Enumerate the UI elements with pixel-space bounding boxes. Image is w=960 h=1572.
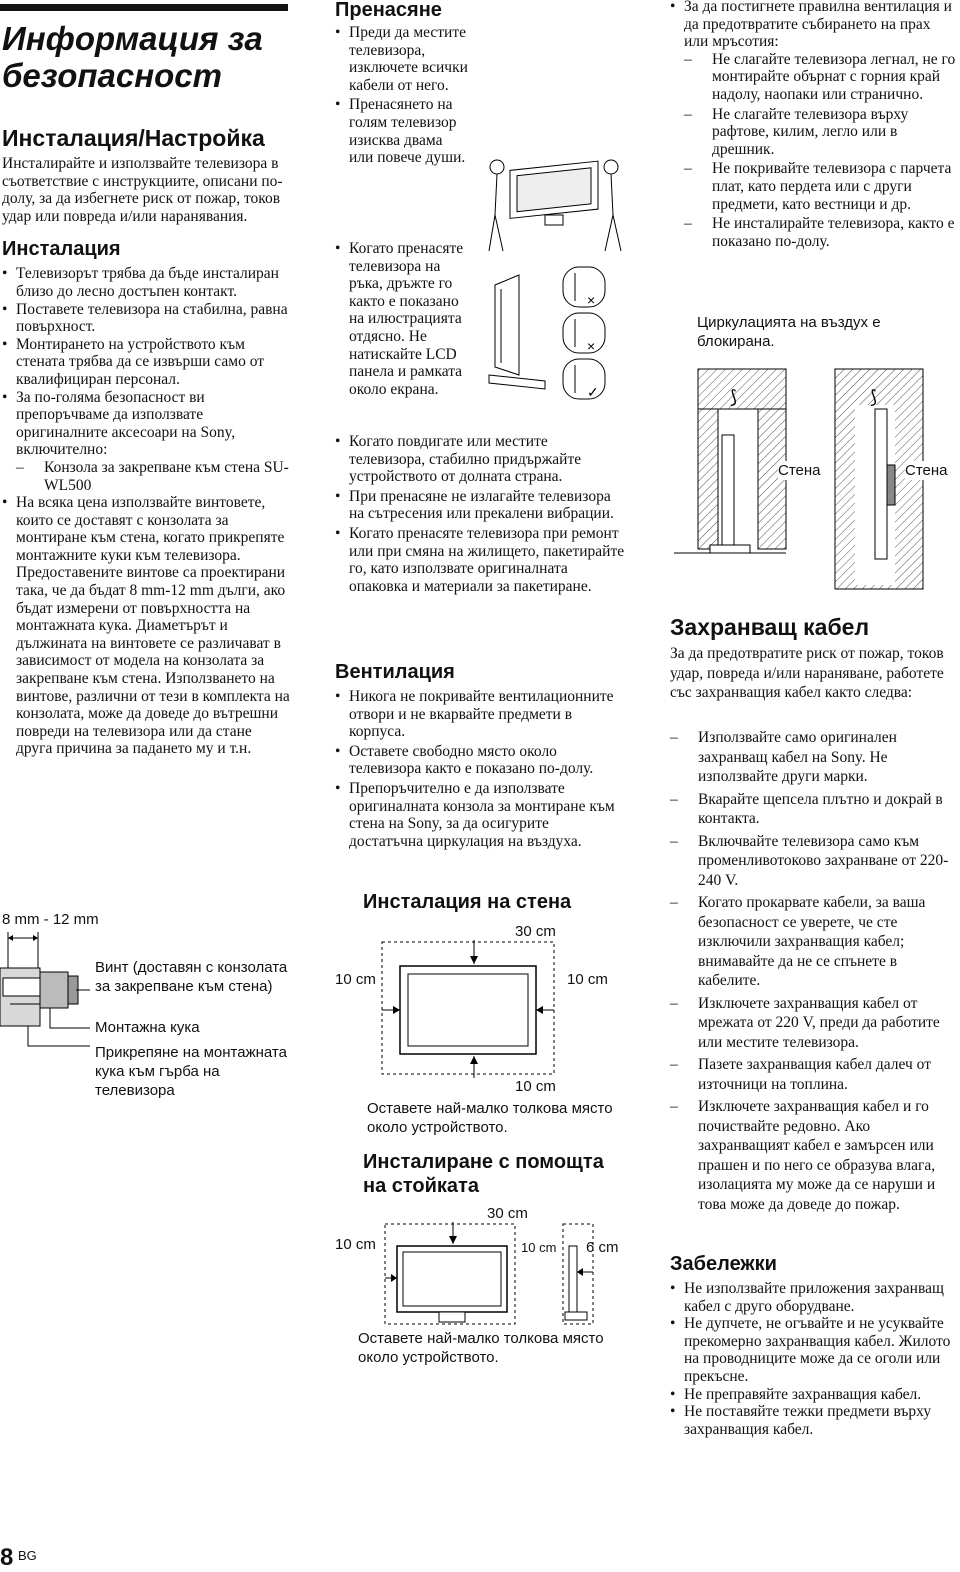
list-item: • Преди да местите телевизора, изключете всички кабели от него. bbox=[335, 24, 470, 94]
sub-list-item: – Не покривайте телевизора с парчета плат, като пердета или с други предмети, като вестници и др. bbox=[670, 160, 958, 213]
sub-list-item: – Конзола за закрепване към стена SU-WL500 bbox=[2, 459, 290, 494]
sub-list-item: – Не слагайте телевизора върху рафтове, килим, легло или в дрешник. bbox=[670, 106, 958, 159]
attach-label: Прикрепяне на монтажната кука към гърба на телевизора bbox=[95, 1044, 287, 1099]
list-item: – Използвайте само оригинален захранващ кабел на Sony. Не използвайте други марки. bbox=[670, 728, 958, 787]
page-title: Информация за безопасност bbox=[2, 20, 263, 94]
power-cord-list bbox=[670, 728, 958, 1214]
screw-diagram bbox=[0, 928, 95, 1048]
transport-list-top bbox=[335, 24, 470, 167]
wall-caption: Оставете най-малко толкова място около устройството. bbox=[367, 1100, 613, 1136]
svg-text:⟆: ⟆ bbox=[870, 387, 878, 407]
stand-back-clearance: 6 cm bbox=[586, 1239, 619, 1256]
power-cord-intro: За да предотвратите риск от пожар, токов удар, повреда и/или нараняване, работете със захранващия кабел както следва: bbox=[670, 645, 944, 701]
wall-install-heading: Инсталация на стена bbox=[363, 891, 572, 913]
stand-caption: Оставете най-малко толкова място около устройството. bbox=[358, 1330, 604, 1366]
list-item: • Не преправяйте захранващия кабел. bbox=[670, 1386, 958, 1404]
list-item: • Монтирането на устройството към стената трябва да се извърши само от квалифициран персонал. bbox=[2, 336, 290, 389]
page-number: 8 bbox=[0, 1544, 14, 1571]
notes-list bbox=[670, 1280, 958, 1438]
stand-left-clearance: 10 cm bbox=[335, 1236, 376, 1253]
wall-right-clearance: 10 cm bbox=[567, 971, 608, 988]
install-setup-intro: Инсталирайте и използвайте телевизора в съответствие с инструкциите, описани по-долу, за да избегнете риск от пожар, токов удар или повреда и/или наранявания. bbox=[2, 155, 283, 225]
wall-label-right: Стена bbox=[905, 462, 948, 479]
stand-install-heading: Инсталиране с помощта на стойката bbox=[363, 1151, 604, 1197]
list-item: – Пазете захранващия кабел далеч от източници на топлина. bbox=[670, 1055, 958, 1094]
installation-heading: Инсталация bbox=[2, 238, 121, 261]
list-item: • Когато пренасяте телевизора на ръка, дръжте го както е показано на илюстрацията отдясно. Не натискайте LCD панела и рамката около екрана. bbox=[335, 240, 473, 398]
list-item: • Оставете свободно място около телевизора както е показано по-долу. bbox=[335, 743, 620, 778]
list-item: – Изключете захранващия кабел от мрежата от 220 V, преди да работите или местите телевизора. bbox=[670, 994, 958, 1053]
wall-label-left: Стена bbox=[778, 462, 821, 479]
stand-right-clearance: 10 cm bbox=[521, 1240, 557, 1255]
list-item: • На всяка цена използвайте винтовете, които се доставят с конзолата за монтиране към стена, когато прикрепяте монтажните куки към телевизора. Предоставените винтове са проектирани така, че да бъдат 8 mm-12 mm дълги, ако бъдат измерени от повърхността на монтажната кука. Диаметърът и дължината на винтовете се различават в зависимост от модела на конзолата за закрепване към стена. Използването на винтове, различни от тези в комплекта на конзолата, може да доведе до вътрешни повреди на телевизора или да стане друга причина за падането му и т.н. bbox=[2, 494, 290, 758]
hand-holding-tv-illustration bbox=[485, 265, 635, 405]
language-code: BG bbox=[18, 1548, 37, 1563]
airflow-caption: Циркулацията на въздух е блокирана. bbox=[697, 314, 881, 350]
wall-left-clearance: 10 cm bbox=[335, 971, 376, 988]
list-item: • За по-голяма безопасност ви препоръчваме да използвате оригиналните аксесоари на Sony, включително: bbox=[2, 389, 290, 459]
list-item: • Не поставяйте тежки предмети върху захранващия кабел. bbox=[670, 1403, 958, 1438]
svg-text:✓: ✓ bbox=[587, 384, 599, 400]
list-item: • Не използвайте приложения захранващ кабел с друго оборудване. bbox=[670, 1280, 958, 1315]
stand-top-clearance: 30 cm bbox=[487, 1205, 528, 1222]
list-item: • Поставете телевизора на стабилна, равна повърхност. bbox=[2, 301, 290, 336]
screw-measure-label: 8 mm - 12 mm bbox=[2, 911, 99, 928]
wall-bottom-clearance: 10 cm bbox=[515, 1078, 556, 1095]
svg-text:⟆: ⟆ bbox=[730, 387, 738, 407]
ventilation-heading: Вентилация bbox=[335, 661, 455, 683]
list-item: • При пренасяне не излагайте телевизора на сътресения или прекалени вибрации. bbox=[335, 488, 625, 523]
sub-list-item: – Не слагайте телевизора легнал, не го монтирайте обърнат с горния край надолу, наопаки или странично. bbox=[670, 51, 958, 104]
list-item: • Пренасянето на голям телевизор изисква двама или повече души. bbox=[335, 96, 470, 166]
notes-heading: Забележки bbox=[670, 1253, 777, 1275]
list-item: • Телевизорът трябва да бъде инсталиран близо до лесно достъпен контакт. bbox=[2, 265, 290, 300]
list-item: • Препоръчително е да използвате оригиналната конзола за монтиране към стена на Sony, за да осигурите достатъчна циркулация на въздуха. bbox=[335, 780, 620, 850]
hook-label: Монтажна кука bbox=[95, 1019, 200, 1036]
list-item: – Включвайте телевизора само към променливотоково захранване от 220-240 V. bbox=[670, 832, 958, 891]
list-item: – Когато прокарвате кабели, за ваша безопасност се уверете, че сте изключили захранващия кабел; внимавайте да не се спънете в кабелите. bbox=[670, 893, 958, 991]
transport-heading: Пренасяне bbox=[335, 0, 442, 21]
svg-text:×: × bbox=[587, 338, 596, 354]
ventilation-list bbox=[335, 688, 620, 850]
list-item: – Вкарайте щепсела плътно и докрай в контакта. bbox=[670, 790, 958, 829]
transport-list-bottom bbox=[335, 433, 625, 595]
wall-clearance-diagram bbox=[380, 940, 560, 1080]
top-rule bbox=[0, 4, 288, 11]
list-item: • Не дупчете, не огъвайте и не усуквайте прекомерно захранващия кабел. Жилото на проводниците може да се оголи или прекъсне. bbox=[670, 1315, 958, 1385]
install-setup-heading: Инсталация/Настройка bbox=[2, 125, 265, 151]
ventilation-cont-list bbox=[670, 0, 958, 250]
list-item: – Изключете захранващия кабел и го почиствайте редовно. Ако захранващият кабел е замърсен или прашен и по него се образува влага, изолацията му може да се наруши и това може да доведе до пожар. bbox=[670, 1097, 958, 1214]
screw-label: Винт (доставян с конзолата за закрепване към стена) bbox=[95, 959, 288, 995]
list-item: • Когато пренасяте телевизора при ремонт или при смяна на жилището, пакетирайте го, като използвате оригиналната опаковка и материали за пакетиране. bbox=[335, 525, 625, 595]
wall-top-clearance: 30 cm bbox=[515, 923, 556, 940]
list-item: • Никога не покривайте вентилационните отвори и не вкарвайте предмети в корпуса. bbox=[335, 688, 620, 741]
installation-list bbox=[2, 265, 290, 758]
stand-clearance-diagram bbox=[383, 1222, 613, 1326]
power-cord-heading: Захранващ кабел bbox=[670, 614, 870, 640]
sub-list-item: – Не инсталирайте телевизора, както е показано по-долу. bbox=[670, 215, 958, 250]
list-item: • Когато повдигате или местите телевизора, стабилно придържайте устройството от долната страна. bbox=[335, 433, 625, 486]
list-item: • За да постигнете правилна вентилация и да предотвратите събирането на прах или мръсотия: bbox=[670, 0, 958, 51]
svg-text:×: × bbox=[587, 292, 596, 308]
